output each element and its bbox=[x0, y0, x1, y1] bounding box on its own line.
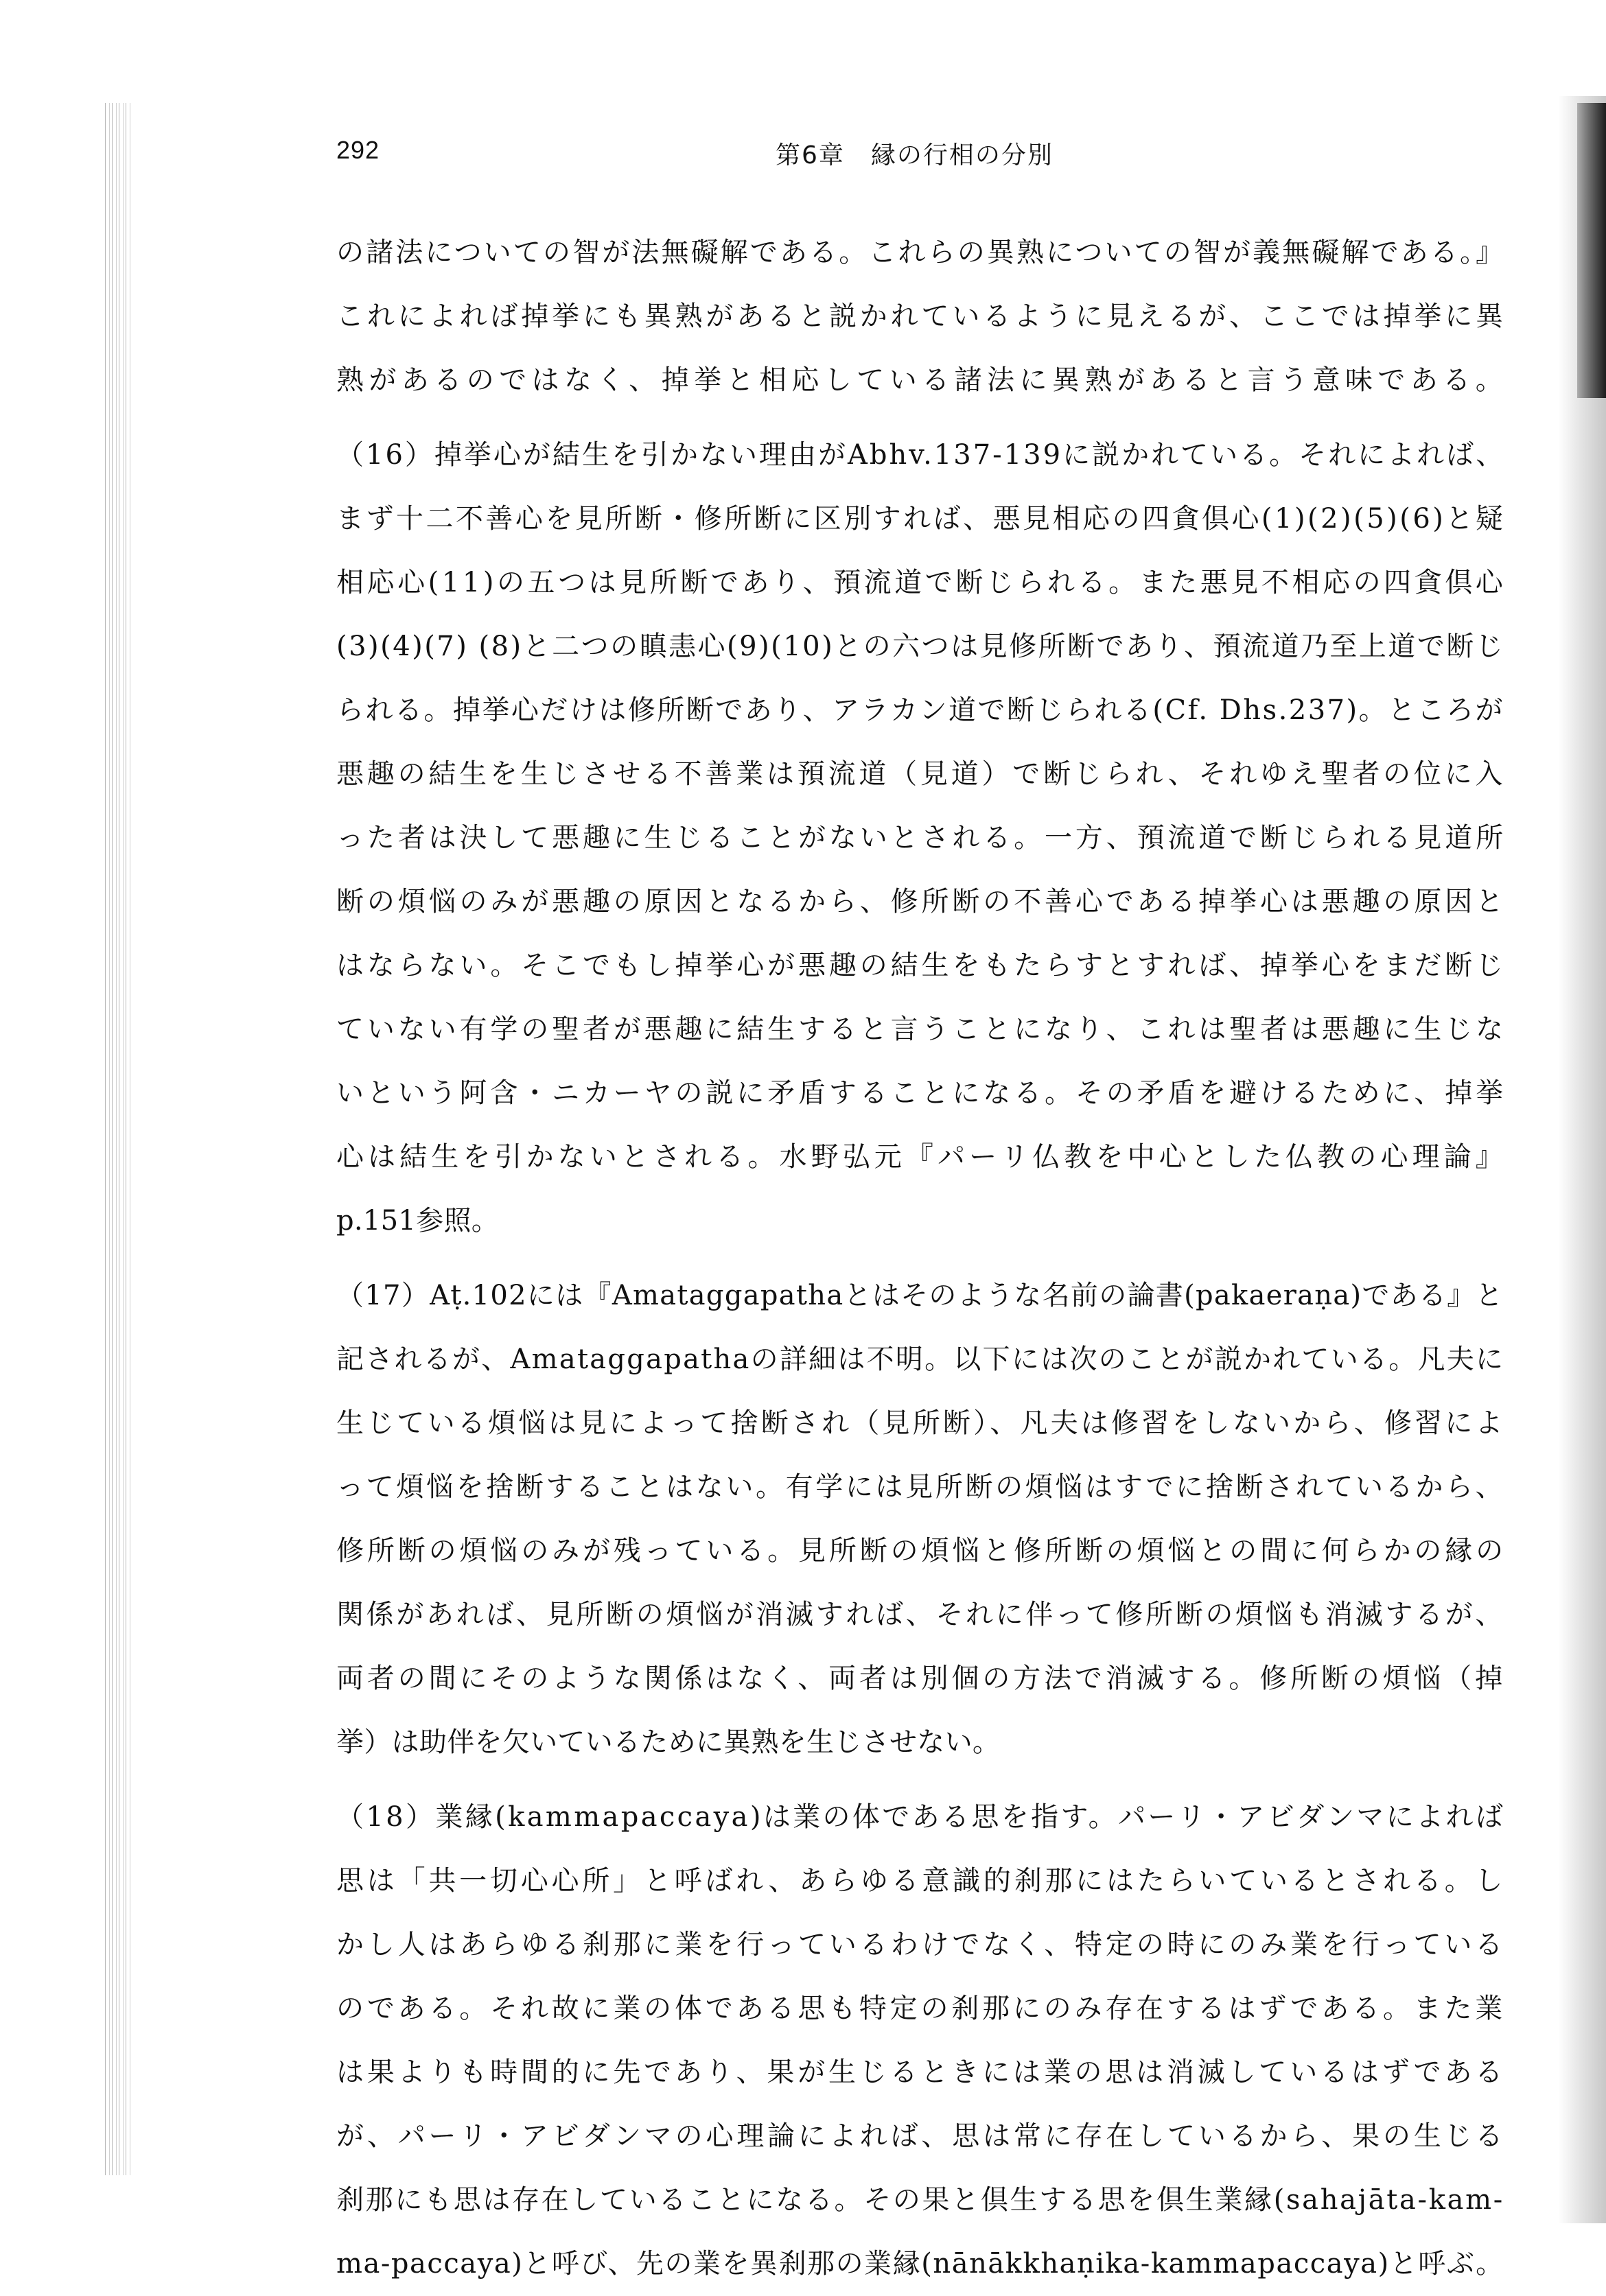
scan-edge-dark-right bbox=[1577, 103, 1606, 398]
paragraph bbox=[336, 1264, 1506, 1774]
scan-edge-shadow-right bbox=[1558, 96, 1606, 2223]
page-header bbox=[336, 136, 1544, 177]
text-line: まず十二不善心を見所断・修所断に区別すれば、悪見相応の四貪倶心(1)(2)(5)(6)と疑 bbox=[336, 503, 1506, 535]
text-line: 記されるが、Amataggapathaの詳細は不明。以下には次のことが説かれている。凡夫に bbox=[336, 1344, 1505, 1375]
text-line: これによれば掉挙にも異熟があると説かれているように見えるが、ここでは掉挙に異 bbox=[336, 301, 1506, 332]
text-line: って煩悩を捨断することはない。有学には見所断の煩悩はすでに捨断されているから、 bbox=[336, 1471, 1506, 1503]
text-line: 断の煩悩のみが悪趣の原因となるから、修所断の不善心である掉挙心は悪趣の原因と bbox=[336, 886, 1506, 917]
text-line: 相応心(11)の五つは見所断であり、預流道で断じられる。また悪見不相応の四貪倶心 bbox=[336, 567, 1506, 598]
text-line: 心は結生を引かないとされる。水野弘元『パーリ仏教を中心とした仏教の心理論』 bbox=[336, 1141, 1507, 1173]
page-number: 292 bbox=[336, 136, 380, 164]
text-line: 挙）は助伴を欠いているために異熟を生じさせない。 bbox=[336, 1726, 1001, 1758]
text-line: 思は「共一切心心所」と呼ばれ、あらゆる意識的刹那にはたらいているとされる。し bbox=[336, 1865, 1506, 1897]
text-line: が、パーリ・アビダンマの心理論によれば、思は常に存在しているから、果の生じる bbox=[336, 2120, 1506, 2152]
text-line: は果よりも時間的に先であり、果が生じるときには業の思は消滅しているはずである bbox=[336, 2057, 1506, 2088]
text-line: （17）Aṭ.102には『Amataggapathaとはそのような名前の論書(pakaeraṇa)である』と bbox=[336, 1280, 1504, 1311]
text-line: かし人はあらゆる刹那に業を行っているわけでなく、特定の時にのみ業を行っている bbox=[336, 1929, 1506, 1960]
text-line: （18）業縁(kammapaccaya)は業の体である思を指す。パーリ・アビダンマによれば bbox=[336, 1801, 1506, 1833]
paragraph bbox=[336, 423, 1507, 1253]
text-line: 生じている煩悩は見によって捨断され（見所断）、凡夫は修習をしないから、修習によ bbox=[336, 1407, 1506, 1439]
text-line: 刹那にも思は存在していることになる。その果と倶生する思を倶生業縁(sahajāta-kam- bbox=[336, 2184, 1504, 2216]
body-text bbox=[336, 221, 1509, 2296]
text-line: った者は決して悪趣に生じることがないとされる。一方、預流道で断じられる見道所 bbox=[336, 822, 1506, 854]
text-line: はならない。そこでもし掉挙心が悪趣の結生をもたらすとすれば、掉挙心をまだ断じ bbox=[336, 950, 1506, 981]
paragraph bbox=[336, 1785, 1506, 2296]
text-line: 関係があれば、見所断の煩悩が消滅すれば、それに伴って修所断の煩悩も消滅するが、 bbox=[336, 1599, 1506, 1630]
text-line: 悪趣の結生を生じさせる不善業は預流道（見道）で断じられ、それゆえ聖者の位に入 bbox=[336, 758, 1506, 790]
scan-binding-shadow-left bbox=[103, 103, 130, 2175]
text-line: 熟があるのではなく、掉挙と相応している諸法に異熟があると言う意味である。 bbox=[336, 364, 1509, 396]
text-line: られる。掉挙心だけは修所断であり、アラカン道で断じられる(Cf. Dhs.237)。ところが bbox=[336, 694, 1505, 726]
text-line: (3)(4)(7) (8)と二つの瞋恚心(9)(10)との六つは見修所断であり、預流道乃至上道で断じ bbox=[336, 631, 1505, 662]
text-line: 両者の間にそのような関係はなく、両者は別個の方法で消滅する。修所断の煩悩（掉 bbox=[336, 1663, 1506, 1694]
running-title: 第6章 縁の行相の分別 bbox=[776, 141, 1054, 169]
text-line: p.151参照。 bbox=[336, 1205, 500, 1237]
text-line: ma-paccaya)と呼び、先の業を異刹那の業縁(nānākkhaṇika-kammapaccaya)と呼ぶ。 bbox=[336, 2248, 1504, 2280]
paragraph-gap bbox=[336, 1253, 1503, 1264]
text-line: の諸法についての智が法無礙解である。これらの異熟についての智が義無礙解である。』 bbox=[336, 237, 1506, 268]
text-line: ていない有学の聖者が悪趣に結生すると言うことになり、これは聖者は悪趣に生じな bbox=[336, 1014, 1506, 1045]
text-line: いという阿含・ニカーヤの説に矛盾することになる。その矛盾を避けるために、掉挙 bbox=[336, 1077, 1506, 1109]
paragraph-gap bbox=[336, 412, 1503, 423]
text-line: （16）掉挙心が結生を引かない理由がAbhv.137-139に説かれている。それによれば、 bbox=[336, 439, 1506, 471]
paragraph bbox=[336, 221, 1509, 412]
text-line: 修所断の煩悩のみが残っている。見所断の煩悩と修所断の煩悩との間に何らかの縁の bbox=[336, 1535, 1506, 1567]
text-line: のである。それ故に業の体である思も特定の刹那にのみ存在するはずである。また業 bbox=[336, 1993, 1506, 2024]
paragraph-gap bbox=[336, 1774, 1503, 1785]
